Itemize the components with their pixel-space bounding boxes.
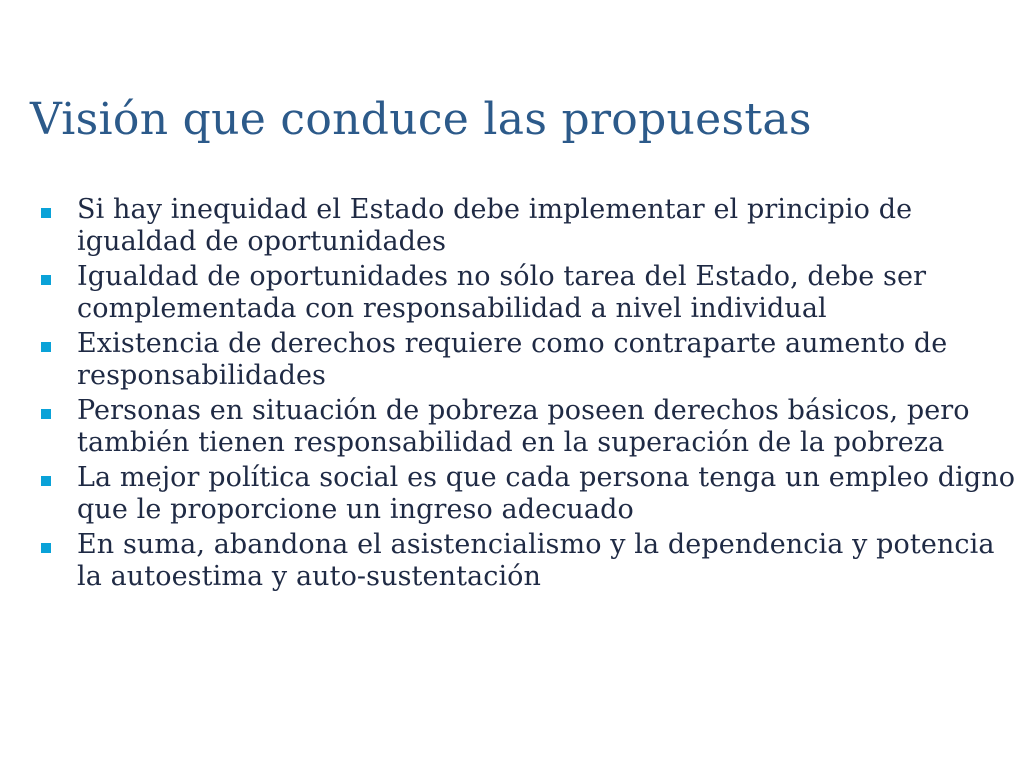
square-bullet-icon: [41, 275, 51, 285]
bullet-text: Personas en situación de pobreza poseen derechos básicos, pero también tienen responsabilidad en la superación de la pobreza: [77, 395, 970, 458]
bullet-item: [40, 328, 1020, 392]
bullet-item: [40, 261, 1020, 325]
bullet-item: [40, 395, 1020, 459]
slide-title: Visión que conduce las propuestas: [30, 94, 812, 145]
bullet-text: Igualdad de oportunidades no sólo tarea del Estado, debe ser complementada con responsabilidad a nivel individual: [77, 261, 927, 324]
bullet-item: [40, 462, 1020, 526]
bullet-text: La mejor política social es que cada persona tenga un empleo digno que le proporcione un ingreso adecuado: [77, 462, 1016, 525]
square-bullet-icon: [41, 208, 51, 218]
square-bullet-icon: [41, 543, 51, 553]
bullet-text: Si hay inequidad el Estado debe implementar el principio de igualdad de oportunidades: [77, 194, 913, 257]
bullet-text: En suma, abandona el asistencialismo y la dependencia y potencia la autoestima y auto-sustentación: [77, 529, 995, 592]
bullet-item: [40, 194, 1020, 258]
square-bullet-icon: [41, 342, 51, 352]
square-bullet-icon: [41, 409, 51, 419]
bullet-list: [40, 194, 1020, 596]
bullet-text: Existencia de derechos requiere como contraparte aumento de responsabilidades: [77, 328, 948, 391]
bullet-item: [40, 529, 1020, 593]
square-bullet-icon: [41, 476, 51, 486]
